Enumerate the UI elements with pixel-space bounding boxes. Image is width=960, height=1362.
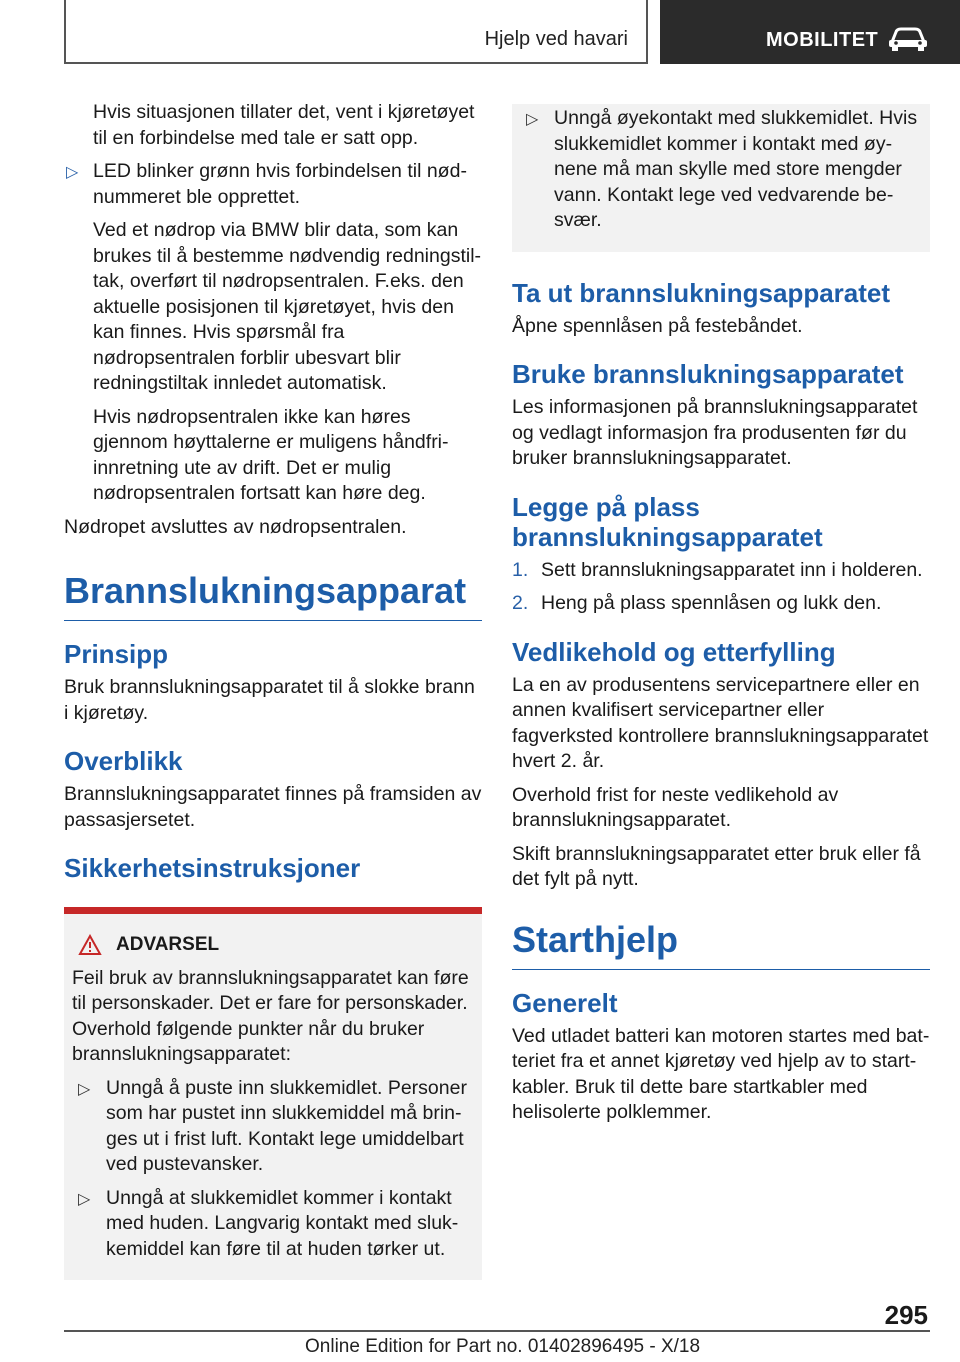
header-tab bbox=[660, 0, 960, 64]
step-number: 2. bbox=[512, 592, 529, 614]
list-item bbox=[512, 591, 930, 617]
paragraph: Bruk brannslukningsapparatet til å slokke brann i kjøretøy. bbox=[64, 676, 475, 724]
warning-box bbox=[64, 907, 482, 1280]
paragraph: Hvis nødropsentralen ikke kan høres gjennom høyttalerne er muligens håndfri-innretning ute av drift. Det er mulig nødropsentralen fortsatt kan høre deg. bbox=[93, 405, 449, 504]
paragraph: Brannslukningsapparatet finnes på framsiden av passasjersetet. bbox=[64, 783, 482, 831]
heading-ta-ut: Ta ut brannslukningsapparatet bbox=[512, 277, 891, 308]
paragraph: Nødropet avsluttes av nødropsentralen. bbox=[64, 515, 407, 538]
heading-overblikk: Overblikk bbox=[64, 746, 183, 776]
list-item bbox=[512, 558, 930, 584]
paragraph: Ved utladet batteri kan motoren startes med batteriet fra et annet kjøretøy ved hjelp av to startkabler. Bruk til dette bare startkabler med helisolerte polklemmer. bbox=[512, 1024, 930, 1123]
list-item bbox=[72, 1186, 474, 1263]
list-item-text: Heng på plass spennlåsen og lukk den. bbox=[541, 592, 882, 614]
heading-vedlikehold: Vedlikehold og etterfylling bbox=[512, 636, 836, 667]
triangle-bullet-icon: ▷ bbox=[66, 164, 79, 181]
list-item-text: Unngå å puste inn slukkemidlet. Personer som har pustet inn slukkemiddel må bringes ut i frist luft. Kontakt lege umiddelbart ved pustevansker. bbox=[106, 1076, 467, 1175]
header-tab-label: MOBILITET bbox=[766, 29, 879, 51]
heading-bruke: Bruke brannslukningsapparatet bbox=[512, 359, 904, 389]
triangle-bullet-icon: ▷ bbox=[526, 111, 539, 128]
header-section-box bbox=[64, 0, 648, 64]
warning-text: Feil bruk av brannslukningsapparatet kan føre til personskader. Det er fare for personskader. Overhold følgende punkter når du bruker brannslukningsapparatet: bbox=[72, 966, 469, 1065]
footer-divider bbox=[64, 1330, 930, 1332]
left-column bbox=[64, 100, 482, 1280]
list-item-text: Sett brannslukningsapparatet inn i holderen. bbox=[541, 558, 923, 581]
list-item-text: Unngå at slukkemidlet kommer i kontakt med huden. Langvarig kontakt med slukkemiddel kan føre til at huden tørker ut. bbox=[106, 1186, 459, 1260]
list-item bbox=[520, 106, 922, 234]
step-number: 1. bbox=[512, 558, 529, 581]
list-item bbox=[72, 1076, 474, 1178]
footer-edition: Online Edition for Part no. 01402896495 - X/18 bbox=[305, 1336, 701, 1357]
right-column bbox=[512, 104, 930, 1134]
page-number: 295 bbox=[884, 1300, 928, 1330]
paragraph: Åpne spennlåsen på festebåndet. bbox=[512, 314, 803, 337]
list-item-text: Unngå øyekontakt med slukkemidlet. Hvis slukkemidlet kommer i kontakt med øynene må man skylle med store mengder vann. Kontakt lege ved vedvarende besvær. bbox=[554, 107, 918, 231]
warning-box-continued bbox=[512, 104, 930, 252]
heading-starthjelp: Starthjelp bbox=[512, 919, 930, 970]
heading-legge-paa-plass: Legge på plass brannslukningsapparatet bbox=[512, 491, 823, 552]
paragraph: Les informasjonen på brannslukningsapparatet og vedlagt informasjon fra produsenten før du bruker brannslukningsapparatet. bbox=[512, 396, 918, 469]
car-icon bbox=[888, 26, 928, 52]
heading-prinsipp: Prinsipp bbox=[64, 639, 169, 669]
header-section-title: Hjelp ved havari bbox=[484, 28, 628, 50]
paragraph: Hvis situasjonen tillater det, vent i kjøretøyet til en forbindelse med tale er satt opp. bbox=[93, 101, 475, 149]
heading-brannslukningsapparat: Brannslukningsapparat bbox=[64, 570, 482, 621]
paragraph: Overhold frist for neste vedlikehold av brannslukningsapparatet. bbox=[512, 783, 839, 831]
paragraph: Ved et nødrop via BMW blir data, som kan brukes til å bestemme nødvendig redningstiltak, overført til nødropsentralen. F.eks. den aktuelle posisjonen til kjøretøyet, hvis den kan finnes. Hvis spørsmål fra nødropsentralen forblir ubesvart blir redningstiltak innledet automatisk. bbox=[93, 219, 482, 394]
warning-title: ADVARSEL bbox=[116, 934, 220, 955]
list-item-text: LED blinker grønn hvis forbindelsen til nødnummeret ble opprettet. bbox=[93, 160, 467, 208]
triangle-bullet-icon: ▷ bbox=[78, 1080, 91, 1098]
list-item bbox=[64, 159, 482, 210]
paragraph: La en av produsentens servicepartnere eller en annen kvalifisert servicepartner eller fagverksted kontrollere brannslukningsapparatet hvert 2. år. bbox=[512, 673, 929, 772]
heading-sikkerhetsinstruksjoner: Sikkerhetsinstruksjoner bbox=[64, 853, 361, 883]
triangle-bullet-icon: ▷ bbox=[78, 1190, 91, 1208]
warning-header bbox=[72, 932, 474, 958]
paragraph: Skift brannslukningsapparatet etter bruk eller få det fylt på nytt. bbox=[512, 842, 921, 890]
warning-triangle-icon bbox=[78, 934, 102, 956]
heading-generelt: Generelt bbox=[512, 987, 618, 1018]
